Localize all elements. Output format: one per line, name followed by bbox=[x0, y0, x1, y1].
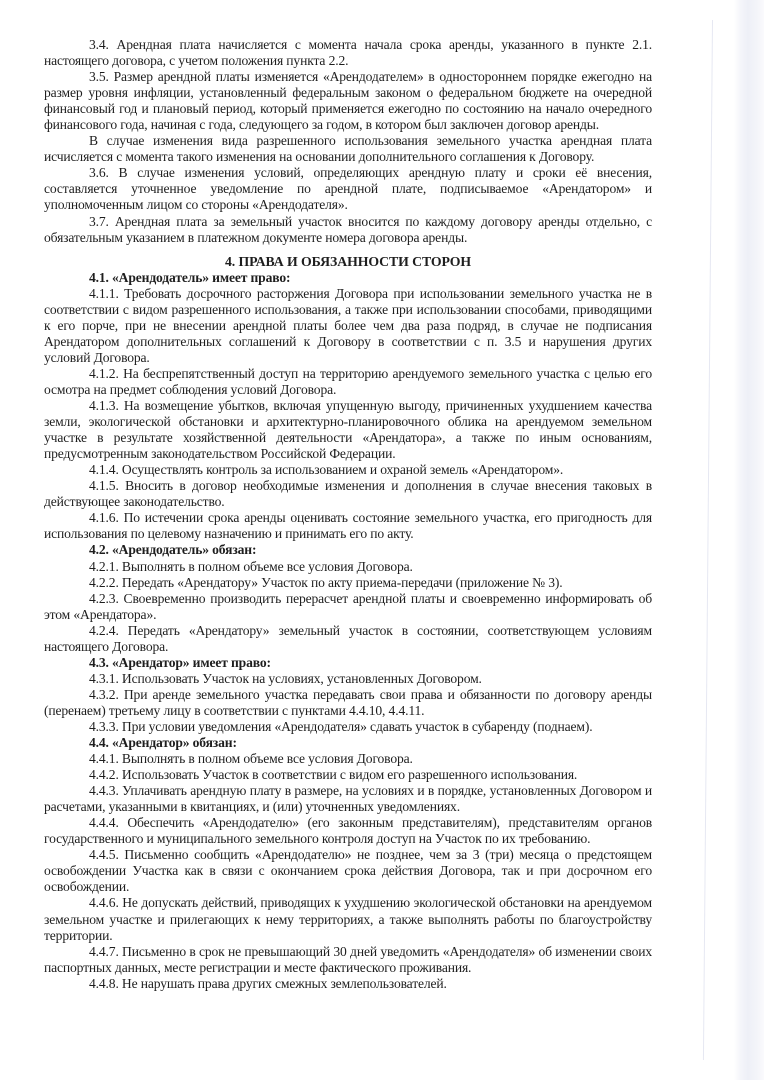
clause-4-3-2: 4.3.2. При аренде земельного участка передавать свои права и обязанности по договору аренды (перенаем) третьему лицу в соответствии с пунктами 4.4.10, 4.4.11. bbox=[44, 686, 652, 718]
clause-4-4-3: 4.4.3. Уплачивать арендную плату в размере, на условиях и в порядке, установленных Договором и расчетами, указанными в квитанциях, и (или) уточненных уведомлениях. bbox=[44, 783, 652, 815]
paragraph-3-6: 3.6. В случае изменения условий, определяющих арендную плату и сроки её внесения, составляется уточненное уведомление по арендной плате, подписываемое «Арендатором» и уполномоченным лицом со стороны «Арендодателя». bbox=[44, 165, 652, 213]
subsection-heading-4-2: 4.2. «Арендодатель» обязан: bbox=[89, 542, 257, 558]
paragraph-3-5: 3.5. Размер арендной платы изменяется «Арендодателем» в одностороннем порядке ежегодно на размер уровня инфляции, установленный федеральным законом о федеральном бюджете на очередной финансовый год и плановый период, который применяется ежегодно по состоянию на начало очередного финансового года, начиная с года, следующего за годом, в котором был заключен договор аренды. bbox=[44, 69, 652, 133]
clause-4-1-3: 4.1.3. На возмещение убытков, включая упущенную выгоду, причиненных ухудшением качества земли, экологической обстановки и архитектурно-планировочного облика на арендуемом земельном участке в результате хозяйственной деятельности «Арендатора», а также по иным основаниям, предусмотренным законодательством Российской Федерации. bbox=[44, 398, 652, 462]
paragraph-3-4: 3.4. Арендная плата начисляется с момента начала срока аренды, указанного в пункте 2.1. настоящего договора, с учетом положения пункта 2.2. bbox=[44, 37, 652, 69]
subsection-heading-4-3: 4.3. «Арендатор» имеет право: bbox=[89, 654, 271, 670]
clause-4-4-1: 4.4.1. Выполнять в полном объеме все условия Договора. bbox=[89, 751, 413, 767]
subsection-heading-4-1: 4.1. «Арендодатель» имеет право: bbox=[89, 269, 291, 285]
clause-4-3-1: 4.3.1. Использовать Участок на условиях, установленных Договором. bbox=[89, 670, 482, 686]
clause-4-4-4: 4.4.4. Обеспечить «Арендодателю» (его законным представителям), представителям органов государственного и муниципального земельного контроля доступ на Участок по их требованию. bbox=[44, 815, 652, 847]
clause-4-4-7: 4.4.7. Письменно в срок не превышающий 30 дней уведомить «Арендодателя» об изменении своих паспортных данных, месте регистрации и месте фактического проживания. bbox=[44, 943, 652, 975]
clause-4-1-6: 4.1.6. По истечении срока аренды оценивать состояние земельного участка, его пригодность для использования по целевому назначению и принимать его по акту. bbox=[44, 510, 652, 542]
clause-4-1-4: 4.1.4. Осуществлять контроль за использованием и охраной земель «Арендатором». bbox=[89, 462, 564, 478]
clause-4-1-5: 4.1.5. Вносить в договор необходимые изменения и дополнения в случае внесения таковых в действующее законодательство. bbox=[44, 478, 652, 510]
clause-4-2-3: 4.2.3. Своевременно производить перерасчет арендной платы и своевременно информировать об этом «Арендатора». bbox=[44, 590, 652, 622]
document-body bbox=[44, 37, 652, 992]
subsection-heading-4-4: 4.4. «Арендатор» обязан: bbox=[89, 735, 237, 751]
paragraph-3-7: 3.7. Арендная плата за земельный участок вносится по каждому договору аренды отдельно, с обязательным указанием в платежном документе номера договора аренды. bbox=[44, 213, 652, 245]
clause-4-2-2: 4.2.2. Передать «Арендатору» Участок по акту приема-передачи (приложение № 3). bbox=[89, 574, 563, 590]
clause-4-3-3: 4.3.3. При условии уведомления «Арендодателя» сдавать участок в субаренду (поднаем). bbox=[89, 718, 593, 734]
clause-4-1-2: 4.1.2. На беспрепятственный доступ на территорию арендуемого земельного участка с целью его осмотра на предмет соблюдения условий Договора. bbox=[44, 365, 652, 397]
clause-4-2-4: 4.2.4. Передать «Арендатору» земельный участок в состоянии, соответствующем условиям настоящего Договора. bbox=[44, 622, 652, 654]
scan-edge-shadow bbox=[734, 0, 764, 1080]
clause-4-2-1: 4.2.1. Выполнять в полном объеме все условия Договора. bbox=[89, 558, 413, 574]
clause-4-4-6: 4.4.6. Не допускать действий, приводящих к ухудшению экологической обстановки на арендуемом земельном участке и прилегающих к нему территориях, а также выполнять работы по благоустройству территории. bbox=[44, 895, 652, 943]
clause-4-4-2: 4.4.2. Использовать Участок в соответствии с видом его разрешенного использования. bbox=[89, 767, 578, 783]
section-title: 4. ПРАВА И ОБЯЗАННОСТИ СТОРОН bbox=[224, 253, 472, 269]
paragraph-3-5-note: В случае изменения вида разрешенного использования земельного участка арендная плата исчисляется с момента такого изменения на основании дополнительного соглашения к Договору. bbox=[44, 133, 652, 165]
clause-4-4-5: 4.4.5. Письменно сообщить «Арендодателю» не позднее, чем за 3 (три) месяца о предстоящем освобождении Участка как в связи с окончанием срока действия Договора, так и при досрочном его освобождении. bbox=[44, 847, 652, 895]
clause-4-4-8: 4.4.8. Не нарушать права других смежных землепользователей. bbox=[89, 975, 447, 991]
scan-edge-line bbox=[703, 20, 713, 1060]
clause-4-1-1: 4.1.1. Требовать досрочного расторжения Договора при использовании земельного участка не в соответствии с видом разрешенного использования, а также при использовании способами, приводящими к его порче, при не внесении арендной платы более чем два раза подряд, в случае не подписания Арендатором дополнительных соглашений к Договору в соответствии с п. 3.5 и нарушения других условий Договора. bbox=[44, 285, 652, 365]
